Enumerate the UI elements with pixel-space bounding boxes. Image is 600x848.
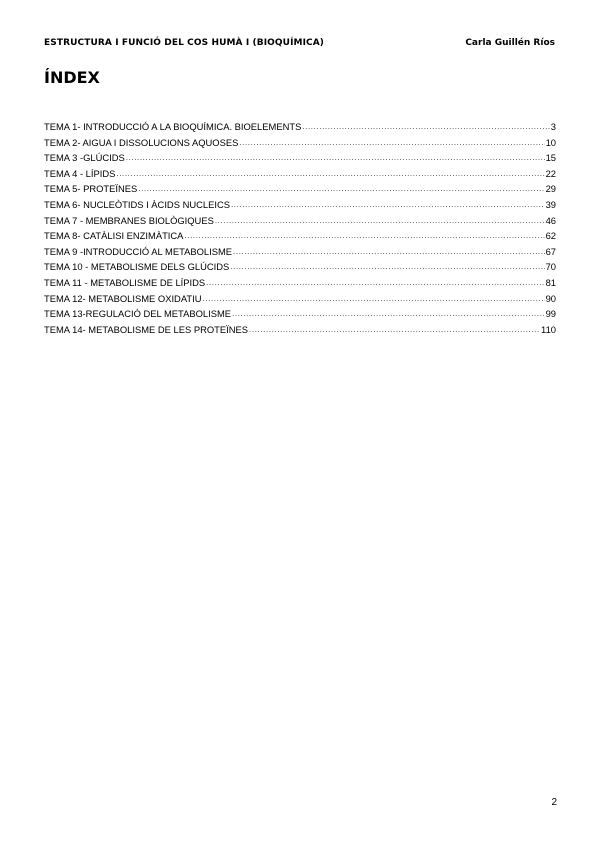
toc-entry-label: TEMA 14- METABOLISME DE LES PROTEÏNES [44, 323, 249, 335]
toc-entry-page: 99 [545, 308, 556, 320]
toc-entry-page: 10 [545, 136, 556, 148]
toc-leader-dots [126, 151, 545, 162]
toc-entry-label: TEMA 6- NUCLEÒTIDS I ÀCIDS NUCLEICS [44, 198, 230, 210]
toc-entry-label: TEMA 3 -GLÚCIDS [44, 152, 125, 164]
toc-entry[interactable] [44, 246, 556, 262]
toc-entry[interactable] [44, 261, 556, 277]
toc-entry-label: TEMA 2- AIGUA I DISSOLUCIONS AQUOSES [44, 136, 239, 148]
toc-entry-page: 70 [545, 261, 556, 273]
toc-leader-dots [302, 120, 549, 131]
toc-entry[interactable] [44, 308, 556, 324]
toc-entry[interactable] [44, 183, 556, 199]
toc-entry-page: 39 [545, 198, 556, 210]
toc-entry-label: TEMA 11 - METABOLISME DE LÍPIDS [44, 276, 206, 288]
toc-entry[interactable] [44, 215, 556, 231]
toc-entry-label: TEMA 12- METABOLISME OXIDATIU [44, 292, 202, 304]
toc-leader-dots [206, 276, 544, 287]
toc-leader-dots [230, 260, 544, 271]
toc-leader-dots [231, 198, 545, 209]
table-of-contents [44, 121, 556, 339]
toc-entry[interactable] [44, 293, 556, 309]
toc-entry-label: TEMA 10 - METABOLISME DELS GLÚCIDS [44, 261, 230, 273]
toc-entry-page: 3 [550, 121, 556, 132]
toc-entry-page: 110 [541, 323, 556, 335]
toc-leader-dots [138, 182, 544, 193]
toc-leader-dots [116, 167, 544, 178]
toc-entry[interactable] [44, 121, 556, 137]
toc-entry-label: TEMA 13-REGULACIÓ DEL METABOLISME [44, 308, 232, 320]
page-title: ÍNDEX [44, 68, 100, 87]
toc-entry[interactable] [44, 230, 556, 246]
toc-leader-dots [249, 323, 540, 334]
toc-entry-label: TEMA 4 - LÍPIDS [44, 167, 116, 179]
toc-entry[interactable] [44, 137, 556, 153]
toc-entry-page: 81 [545, 276, 556, 288]
toc-leader-dots [203, 292, 545, 303]
toc-entry-page: 46 [545, 214, 556, 226]
toc-entry-page: 62 [545, 230, 556, 242]
toc-leader-dots [232, 307, 545, 318]
toc-entry[interactable] [44, 277, 556, 293]
toc-leader-dots [184, 229, 544, 240]
toc-entry-label: TEMA 9 -INTRODUCCIÓ AL METABOLISME [44, 245, 233, 257]
toc-entry-label: TEMA 8- CATÀLISI ENZIMÀTICA [44, 230, 184, 242]
header-course-title: ESTRUCTURA I FUNCIÓ DEL COS HUMÀ I (BIOQUÍMICA) [44, 38, 324, 48]
header-author: Carla Guillén Ríos [465, 38, 555, 48]
toc-leader-dots [233, 245, 545, 256]
toc-leader-dots [239, 136, 544, 147]
toc-entry[interactable] [44, 199, 556, 215]
toc-entry-label: TEMA 1- INTRODUCCIÓ A LA BIOQUÍMICA. BIOELEMENTS [44, 121, 302, 132]
toc-entry-label: TEMA 5- PROTEÏNES [44, 183, 138, 195]
toc-entry[interactable] [44, 152, 556, 168]
toc-leader-dots [215, 214, 545, 225]
toc-entry-page: 67 [545, 245, 556, 257]
toc-entry-label: TEMA 7 - MEMBRANES BIOLÒGIQUES [44, 214, 214, 226]
toc-entry[interactable] [44, 168, 556, 184]
toc-entry-page: 22 [545, 167, 556, 179]
page-number: 2 [551, 797, 557, 808]
toc-entry-page: 29 [545, 183, 556, 195]
toc-entry[interactable] [44, 324, 556, 340]
toc-entry-page: 90 [545, 292, 556, 304]
toc-entry-page: 15 [545, 152, 556, 164]
